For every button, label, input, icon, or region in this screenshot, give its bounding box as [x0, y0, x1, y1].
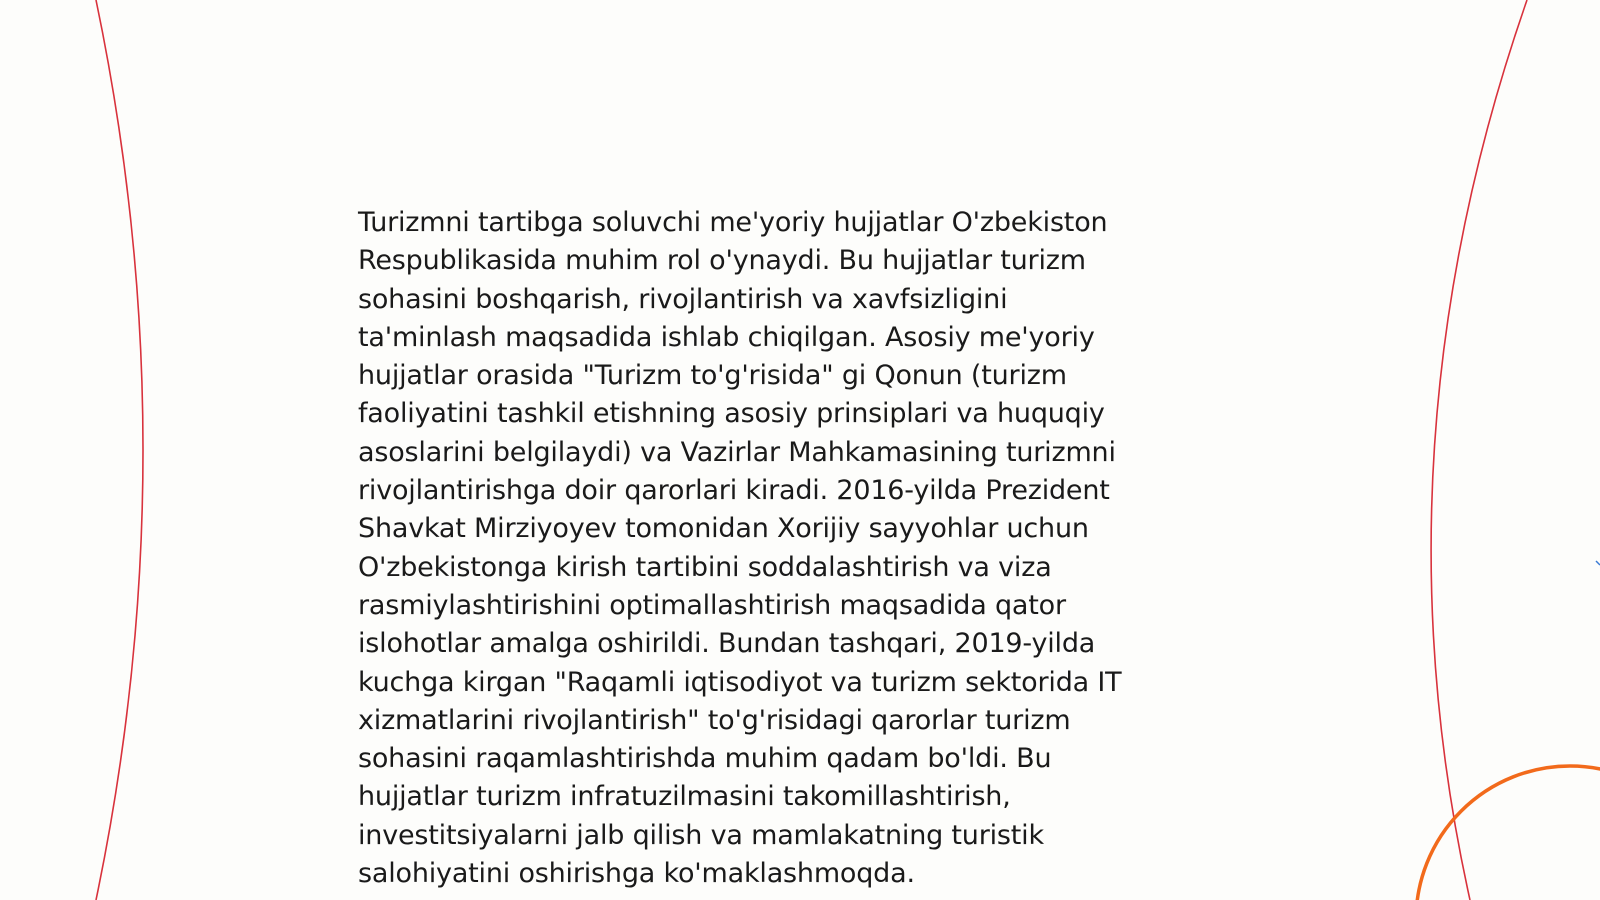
orange-circle-arc — [1416, 766, 1600, 900]
left-curve-line — [96, 0, 143, 900]
right-curve-line — [1431, 0, 1527, 900]
body-text: Turizmni tartibga soluvchi me'yoriy hujjatlar O'zbekiston Respublikasida muhim rol o'ynaydi. Bu hujjatlar turizm sohasini boshqarish, rivojlantirish va xavfsizligini ta'minlash maqsadida ishlab chiqilgan. Asosiy me'yoriy hujjatlar orasida "Turizm to'g'risida" gi Qonun (turizm faoliyatini tashkil etishning asosiy prinsiplari va huquqiy asoslarini belgilaydi) va Vazirlar Mahkamasining turizmni rivojlantirishga doir qarorlari kiradi. 2016-yilda Prezident Shavkat Mirziyoyev tomonidan Xorijiy sayyohlar uchun O'zbekistonga kirish tartibini soddalashtirish va viza rasmiylashtirishini optimallashtirish maqsadida qator islohotlar amalga oshirildi. Bundan tashqari, 2019-yilda kuchga kirgan "Raqamli iqtisodiyot va turizm sektorida IT xizmatlarini rivojlantirish" to'g'risidagi qarorlar turizm sohasini raqamlashtirishda muhim qadam bo'ldi. Bu hujjatlar turizm infratuzilmasini takomillashtirish, investitsiyalarni jalb qilish va mamlakatning turistik salohiyatini oshirishga ko'maklashmoqda. — [358, 207, 1122, 890]
small-blue-mark — [1596, 561, 1600, 565]
